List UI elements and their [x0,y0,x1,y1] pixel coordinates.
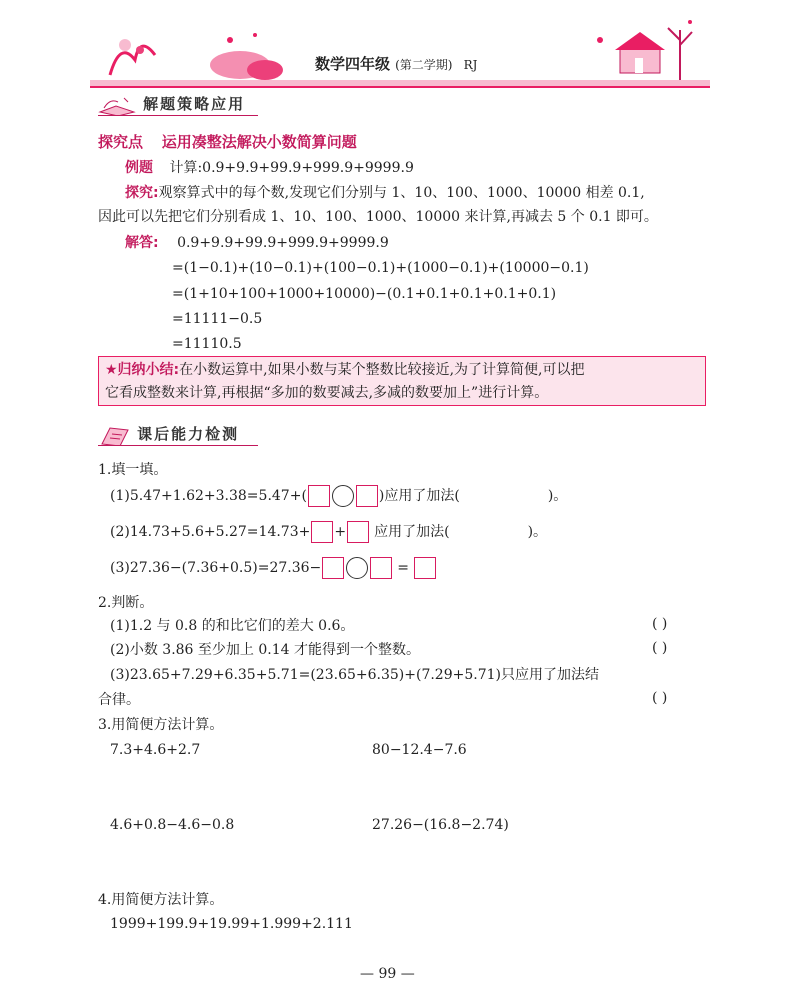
page-header [90,10,710,90]
example-text: 计算:0.9+9.9+99.9+999.9+9999.9 [169,160,414,176]
answer-line-3: =11111−0.5 [172,311,263,327]
inquiry-line-2: 因此可以先把它们分别看成 1、10、100、1000、10000 来计算,再减去 5 个 0.1 即可。 [98,209,658,225]
q1-part-2-text: (2)14.73+5.6+5.27=14.73+ [110,524,311,540]
example-label: 例题 [125,160,153,176]
inquiry-text-1: 观察算式中的每个数,发现它们分别与 1、10、100、1000、10000 相差 0.1, [158,185,645,201]
summary-line-2: 它看成整数来计算,再根据“多加的数要减去,多减的数要加上”进行计算。 [105,385,549,401]
q3-title: 3.用简便方法计算。 [98,717,224,733]
summary-line-1 [105,360,585,380]
q1-3-box-2[interactable] [370,557,392,579]
q3-problem-3: 4.6+0.8−4.6−0.8 [110,817,235,833]
q1-1-box-1[interactable] [308,485,330,507]
section-title-strategy: 解题策略应用 [143,95,246,113]
section-underline [98,115,258,116]
q1-part-2-law: 应用了加法( [374,524,450,540]
q1-part-3-text: (3)27.36−(7.36+0.5)=27.36− [110,560,322,576]
q1-part-1-law: )应用了加法( [378,488,460,504]
answer-expression: 0.9+9.9+99.9+999.9+9999.9 [177,235,389,251]
q1-part-2 [110,520,547,544]
q2-title: 2.判断。 [98,595,154,611]
inquiry-label: 探究: [125,185,159,201]
page-number: — 99 — [360,966,415,982]
summary-box [98,356,706,406]
section-title-check: 课后能力检测 [137,425,240,443]
section-underline-2 [98,445,258,446]
q4-problem-1: 1999+199.9+19.99+1.999+2.111 [110,916,353,932]
answer-line-2: =(1+10+100+1000+10000)−(0.1+0.1+0.1+0.1+0.1) [172,286,557,302]
q2-item-2: (2)小数 3.86 至少加上 0.14 才能得到一个整数。 [110,642,420,658]
q2-item-1-answer[interactable]: ( ) [652,616,668,632]
header-decoration-left [90,20,290,80]
summary-text-1: 在小数运算中,如果小数与某个整数比较接近,为了计算简便,可以把 [179,362,585,378]
summary-label: ★归纳小结: [105,362,180,378]
q1-2-box-1[interactable] [311,521,333,543]
explore-label: 探究点 [98,133,144,151]
header-title: 数学四年级 [315,55,391,73]
q1-1-box-2[interactable] [356,485,378,507]
section-heading-check [98,423,239,447]
header-rule-dark [90,86,710,88]
q2-item-3-answer[interactable]: ( ) [652,690,668,706]
q1-title: 1.填一填。 [98,462,168,478]
q4-title: 4.用简便方法计算。 [98,892,224,908]
q1-2-box-2[interactable] [347,521,369,543]
explore-line [98,132,357,152]
book-icon [98,94,138,116]
q2-item-3-line-2: 合律。 [98,692,140,708]
section-heading-strategy [98,93,245,117]
q1-part-1-end: )。 [547,488,568,504]
header-decoration-right [580,10,710,82]
inquiry-line-1 [125,183,645,203]
q1-part-1-text: (1)5.47+1.62+3.38=5.47+( [110,488,307,504]
q1-1-operator-circle[interactable] [332,485,354,507]
q1-3-box-1[interactable] [322,557,344,579]
notebook-icon [98,424,132,446]
q1-part-2-end: )。 [527,524,548,540]
q1-3-box-result[interactable] [414,557,436,579]
q3-problem-1: 7.3+4.6+2.7 [110,742,201,758]
answer-line-1: =(1−0.1)+(10−0.1)+(100−0.1)+(1000−0.1)+(10000−0.1) [172,260,589,276]
q3-problem-2: 80−12.4−7.6 [372,742,467,758]
answer-label: 解答: [125,235,159,251]
q3-problem-4: 27.26−(16.8−2.74) [372,817,509,833]
q1-part-3-eq: = [397,560,410,576]
header-title-row [315,53,477,74]
q1-part-3 [110,556,437,580]
example-line [125,158,414,178]
q1-3-operator-circle[interactable] [346,557,368,579]
q2-item-3-line-1: (3)23.65+7.29+6.35+5.71=(23.65+6.35)+(7.29+5.71)只应用了加法结 [110,667,599,683]
answer-line-0 [125,233,389,253]
q1-part-2-plus: + [334,524,347,540]
q1-part-1 [110,484,567,508]
answer-line-4: =11110.5 [172,336,242,352]
header-semester: (第二学期) [395,58,453,72]
header-edition: RJ [463,58,478,72]
explore-topic: 运用凑整法解决小数简算问题 [161,133,357,151]
q2-item-1: (1)1.2 与 0.8 的和比它们的差大 0.6。 [110,618,355,634]
q2-item-2-answer[interactable]: ( ) [652,640,668,656]
